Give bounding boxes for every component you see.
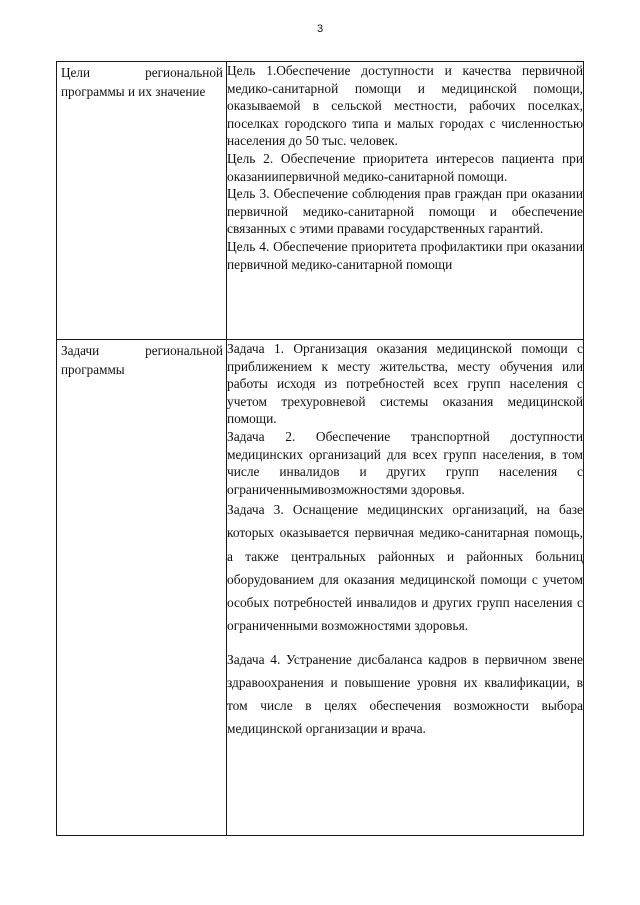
tasks-label: Задачи региональной программы bbox=[61, 343, 223, 377]
task-4-paragraph: Задача 4. Устранение дисбаланса кадров в первичном звене здравоохранения и повышение уровня их квалификации, в том числе в целях обеспечения возможности выбора медицинской организации и врача. bbox=[227, 651, 583, 737]
task-3-paragraph: Задача 3. Оснащение медицинских организаций, на базе которых оказывается первичная медико-санитарная помощь, а также центральных районных и районных больниц оборудованием для оказания медицинской помощи с учетом особых потребностей инвалидов и других групп населения с ограниченными возможностями здоровья. bbox=[227, 502, 583, 633]
table-row-tasks bbox=[57, 340, 584, 836]
paragraph-gap bbox=[227, 637, 583, 648]
goal-2-paragraph: Цель 2. Обеспечение приоритета интересов пациента при оказаниипервичной медико-санитарной помощи. bbox=[227, 150, 583, 184]
goals-content-cell bbox=[227, 62, 584, 340]
tasks-content-cell bbox=[227, 340, 584, 836]
goals-label: Цели региональной программы и их значение bbox=[61, 65, 223, 99]
tasks-label-cell bbox=[57, 340, 227, 836]
goal-4-paragraph: Цель 4. Обеспечение приоритета профилактики при оказании первичной медико-санитарной помощи bbox=[227, 238, 583, 272]
program-passport-table bbox=[56, 61, 584, 836]
goal-1-paragraph: Цель 1.Обеспечение доступности и качества первичной медико-санитарной помощи и медицинской помощи, оказываемой в сельской местности, рабочих поселках, поселках городского типа и малых городах с численностью населения до 50 тыс. человек. bbox=[227, 63, 583, 149]
task-1-paragraph: Задача 1. Организация оказания медицинской помощи с приближением к месту жительства, месту обучения или работы исходя из потребностей всех групп населения с учетом трехуровневой системы оказания медицинской помощи. bbox=[227, 341, 583, 427]
table-row-goals bbox=[57, 62, 584, 340]
goals-label-cell bbox=[57, 62, 227, 340]
task-2-paragraph: Задача 2. Обеспечение транспортной доступности медицинских организаций для всех групп населения, в том числе инвалидов и других групп населения с ограниченнымивозможностями здоровья. bbox=[227, 428, 583, 497]
goal-3-paragraph: Цель 3. Обеспечение соблюдения прав граждан при оказании первичной медико-санитарной помощи и обеспечение связанных с этими правами государственных гарантий. bbox=[227, 186, 583, 237]
page-number: 3 bbox=[316, 23, 324, 35]
